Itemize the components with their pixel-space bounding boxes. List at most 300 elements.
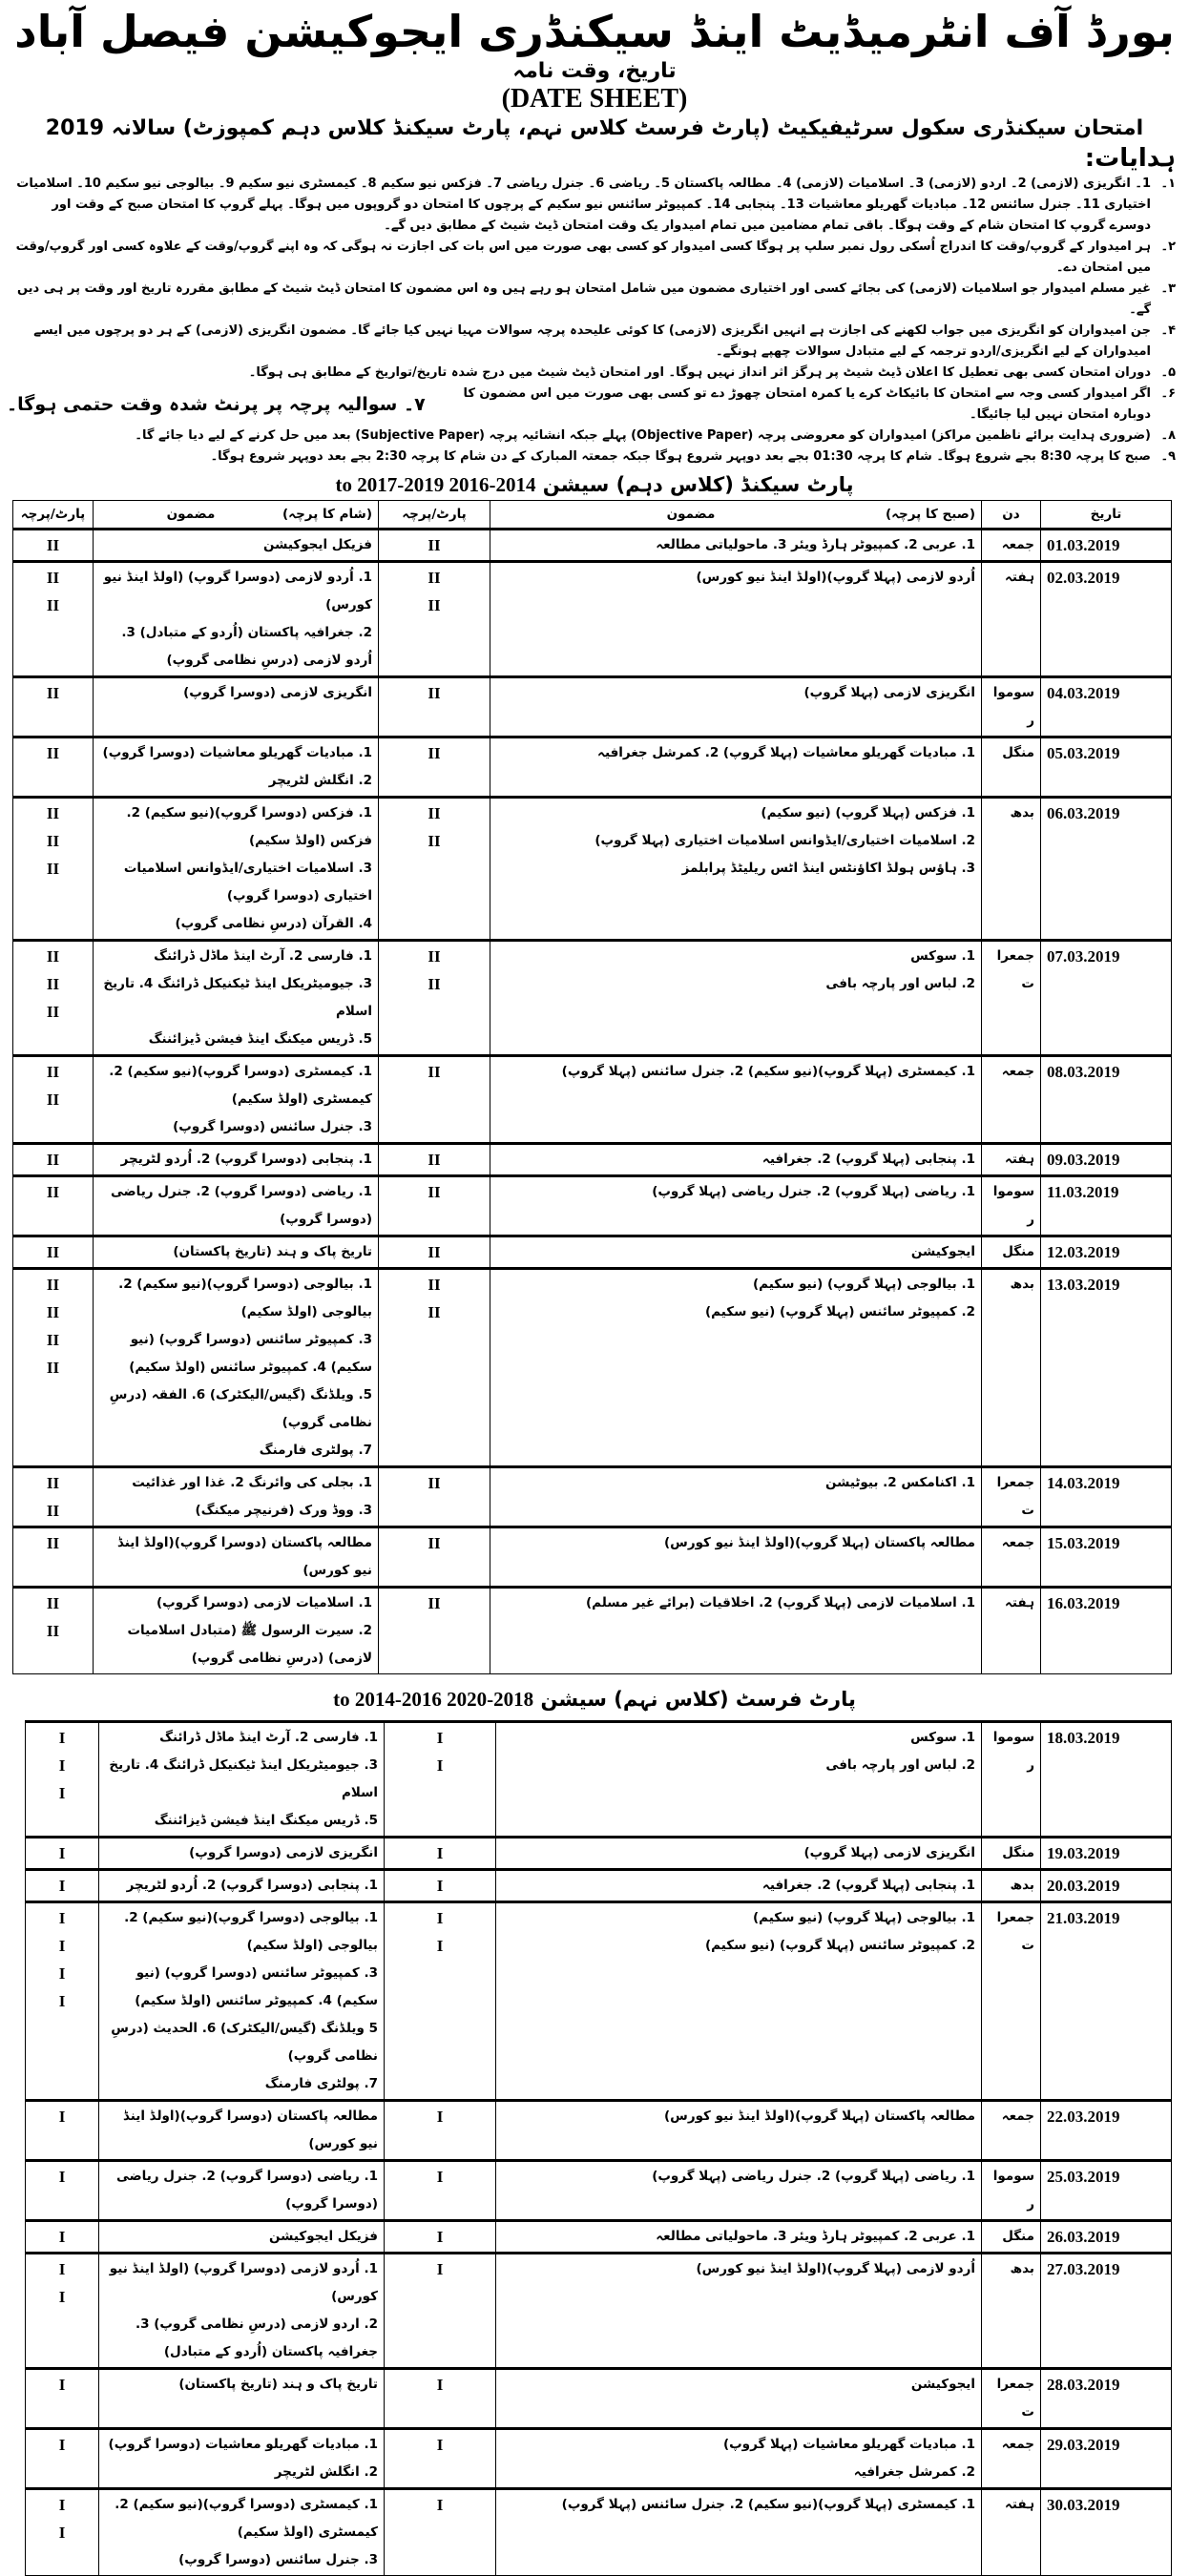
morning-subjects-line: انگریزی لازمی (پہلا گروپ): [803, 1845, 975, 1860]
exam-date: 26.03.2019: [1041, 2221, 1172, 2254]
instructions-list: [7, 174, 1176, 467]
morning-part: [379, 1176, 490, 1236]
exam-date: 28.03.2019: [1041, 2369, 1172, 2429]
instruction-item-7: [7, 391, 426, 418]
morning-part-line: I: [436, 1909, 444, 1927]
evening-subjects-line: 2. جغرافیہ پاکستان (اُردو کے متبادل) 3. اُردو لازمی (درسِ نظامی گروپ): [121, 625, 372, 668]
exam-day: سوموار: [982, 1722, 1041, 1838]
evening-part: [13, 1236, 94, 1269]
morning-subjects-line: 2. لباس اور پارچہ بافی: [825, 1757, 975, 1773]
evening-subjects-line: 1. ریاضی (دوسرا گروپ) 2. جنرل ریاضی (دوسرا گروپ): [115, 2169, 378, 2212]
morning-subjects-line: ایجوکیشن: [910, 1244, 975, 1259]
morning-subjects-line: ایجوکیشن: [910, 2377, 975, 2392]
exam-date: 05.03.2019: [1041, 737, 1172, 798]
evening-part-line: II: [46, 1091, 60, 1109]
morning-part: [379, 677, 490, 737]
morning-subjects: [490, 737, 982, 798]
exam-date: 29.03.2019: [1041, 2429, 1172, 2489]
evening-part-line: I: [58, 1992, 66, 2010]
evening-part: [13, 1527, 94, 1588]
exam-day: جمعہ: [982, 1527, 1041, 1588]
evening-subjects-line: فزیکل ایجوکیشن: [262, 537, 372, 552]
evening-part-line: I: [58, 2108, 66, 2126]
evening-subjects-line: 1. کیمسٹری (دوسرا گروپ)(نیو سکیم) 2. کیمسٹری (اولڈ سکیم): [109, 1064, 372, 1107]
evening-part: [13, 1176, 94, 1236]
morning-part-line: II: [428, 1474, 441, 1492]
morning-subjects-line: 1. کیمسٹری (پہلا گروپ)(نیو سکیم) 2. جنرل سائنس (پہلا گروپ): [561, 1064, 975, 1079]
evening-subjects: [94, 677, 379, 737]
exam-date: 12.03.2019: [1041, 1236, 1172, 1269]
exam-day: منگل: [982, 1838, 1041, 1870]
evening-part-line: II: [46, 1331, 60, 1349]
part1-heading-text: پارٹ فرسٹ (کلاس نہم) سیشن: [540, 1688, 856, 1711]
evening-part: [26, 2101, 99, 2161]
morning-part-line: II: [428, 569, 441, 587]
evening-subjects-line: 1. اُردو لازمی (دوسرا گروپ) (اولڈ اینڈ نیو کورس): [109, 2261, 378, 2304]
instruction-number: ۴۔: [1160, 323, 1176, 338]
morning-part-line: II: [428, 1594, 441, 1612]
morning-subjects: [490, 1527, 982, 1588]
instruction-item: [7, 447, 1176, 467]
evening-subjects: [94, 1588, 379, 1674]
evening-part-line: II: [46, 1594, 60, 1612]
evening-subjects-line: 1. پنجابی (دوسرا گروپ) 2. اُردو لٹریچر: [120, 1152, 372, 1167]
evening-subjects-line: 3. جیومیٹریکل اینڈ ٹیکنیکل ڈرائنگ 4. تاریخ اسلام: [103, 976, 372, 1019]
col-part: پارٹ/پرچہ: [13, 501, 94, 530]
exam-day: سوموار: [982, 677, 1041, 737]
morning-part-line: II: [428, 1151, 441, 1169]
morning-part-line: I: [436, 2108, 444, 2126]
instruction-number: ۶۔: [1160, 386, 1176, 401]
evening-part-line: II: [46, 947, 60, 966]
table-row: [26, 2161, 1172, 2221]
morning-subjects: [490, 1236, 982, 1269]
exam-date: 18.03.2019: [1041, 1722, 1172, 1838]
exam-day: منگل: [982, 2221, 1041, 2254]
morning-part: [385, 2369, 496, 2429]
morning-part-line: I: [436, 2436, 444, 2454]
table-row: [26, 2101, 1172, 2161]
exam-day: سوموار: [982, 2161, 1041, 2221]
exam-date: 30.03.2019: [1041, 2489, 1172, 2576]
morning-subjects-line: 2. کمپیوٹر سائنس (پہلا گروپ) (نیو سکیم): [705, 1938, 975, 1953]
exam-day: منگل: [982, 737, 1041, 798]
morning-part: [379, 737, 490, 798]
morning-part-line: II: [428, 1243, 441, 1261]
morning-label: (صبح کا پرچہ): [885, 507, 975, 522]
table-row: [13, 562, 1172, 677]
morning-subjects: [490, 562, 982, 677]
exam-date: 19.03.2019: [1041, 1838, 1172, 1870]
instruction-number: ۵۔: [1160, 365, 1176, 380]
exam-date: 15.03.2019: [1041, 1527, 1172, 1588]
morning-part-line: I: [436, 2168, 444, 2186]
evening-subjects-line: انگریزی لازمی (دوسرا گروپ): [189, 1845, 378, 1860]
morning-subjects-line: اُردو لازمی (پہلا گروپ)(اولڈ اینڈ نیو کورس): [696, 570, 975, 585]
evening-subjects-line: 1. اُردو لازمی (دوسرا گروپ) (اولڈ اینڈ نیو کورس): [103, 570, 372, 613]
evening-subjects: [94, 1527, 379, 1588]
morning-subjects-line: انگریزی لازمی (پہلا گروپ): [803, 685, 975, 700]
exam-date: 16.03.2019: [1041, 1588, 1172, 1674]
evening-part-line: I: [58, 2436, 66, 2454]
morning-part-line: I: [436, 1729, 444, 1747]
exam-day: جمعرات: [982, 2369, 1041, 2429]
evening-subjects: [99, 2369, 385, 2429]
morning-part: [385, 1722, 496, 1838]
evening-subjects: [99, 1902, 385, 2101]
evening-part: [26, 2429, 99, 2489]
evening-part-line: I: [58, 1909, 66, 1927]
morning-subjects-line: 2. کمپیوٹر سائنس (پہلا گروپ) (نیو سکیم): [705, 1304, 975, 1319]
morning-subjects: [490, 798, 982, 941]
morning-subjects-line: 1. عربی 2. کمپیوٹر ہارڈ ویئر 3. ماحولیاتی مطالعہ: [656, 537, 975, 552]
morning-part: [379, 941, 490, 1056]
evening-part-line: II: [46, 1063, 60, 1081]
morning-part-line: I: [436, 2376, 444, 2394]
table-row: [26, 2489, 1172, 2576]
evening-part-line: II: [46, 596, 60, 614]
evening-subjects-line: 1. فزکس (دوسرا گروپ)(نیو سکیم) 2. فزکس (اولڈ سکیم): [126, 805, 372, 848]
morning-part-line: I: [436, 2496, 444, 2514]
morning-subjects: [496, 2429, 982, 2489]
evening-subjects: [99, 1838, 385, 1870]
evening-subjects-line: 3. جنرل سائنس (دوسرا گروپ): [173, 1119, 372, 1134]
exam-date: 06.03.2019: [1041, 798, 1172, 941]
evening-part-line: II: [46, 1151, 60, 1169]
morning-subjects-line: 1. عربی 2. کمپیوٹر ہارڈ ویئر 3. ماحولیاتی مطالعہ: [656, 2229, 975, 2244]
evening-part-line: II: [46, 860, 60, 878]
table-row: [13, 1056, 1172, 1144]
table-row: [13, 1588, 1172, 1674]
morning-part: [379, 1269, 490, 1467]
evening-part: [13, 941, 94, 1056]
morning-subjects-line: 2. کمرشل جغرافیہ: [853, 2464, 975, 2480]
instruction-number: ۳۔: [1160, 281, 1176, 296]
evening-subjects: [94, 1236, 379, 1269]
evening-subjects-line: 5 ویلڈنگ (گیس/الیکٹرک) 6. الحدیث (درسِ نظامی گروپ): [111, 2021, 378, 2064]
board-title: بورڈ آف انٹرمیڈیٹ اینڈ سیکنڈری ایجوکیشن فیصل آباد: [14, 6, 1175, 57]
evening-subjects: [94, 1144, 379, 1176]
evening-part: [13, 1588, 94, 1674]
morning-part: [379, 1236, 490, 1269]
part2-heading: [0, 471, 1189, 498]
morning-part: [379, 1467, 490, 1527]
morning-subjects-line: 1. مبادیات گھریلو معاشیات (پہلا گروپ): [722, 2437, 975, 2452]
morning-part: [379, 1144, 490, 1176]
evening-part: [26, 1838, 99, 1870]
evening-part-line: II: [46, 1622, 60, 1640]
evening-part-line: I: [58, 1844, 66, 1862]
exam-day: بدھ: [982, 1870, 1041, 1902]
table-row: [13, 1144, 1172, 1176]
evening-part-line: II: [46, 1183, 60, 1201]
instruction-text: جن امیدواران کو انگریزی میں جواب لکھنے کی اجازت ہے انہیں انگریزی (لازمی) کا کوئی علیحدہ پرچہ سوالات مہیا نہیں کیا جائے گا۔ مضمون انگریزی (لازمی) کے ہر دو پرچوں میں ایسے امیدواران کے لیے انگریزی/اردو ترجمہ کے لیے متبادل سوالات چھپے ہونگے۔: [33, 323, 1151, 359]
evening-subjects-line: مطالعہ پاکستان (دوسرا گروپ)(اولڈ اینڈ نیو کورس): [116, 1535, 372, 1578]
evening-part-line: II: [46, 744, 60, 762]
evening-part-line: II: [46, 1303, 60, 1321]
morning-part: [385, 1838, 496, 1870]
evening-subjects-line: 3. کمپیوٹر سائنس (دوسرا گروپ) (نیو سکیم) 4. کمپیوٹر سائنس (اولڈ سکیم): [129, 1332, 372, 1375]
col-date: تاریخ: [1041, 501, 1172, 530]
instruction-number: ۹۔: [1160, 449, 1176, 464]
evening-subjects-line: 1. مبادیات گھریلو معاشیات (دوسرا گروپ) 2. انگلش لٹریچر: [102, 745, 372, 788]
morning-subjects: [490, 1056, 982, 1144]
evening-subjects-line: 1. مبادیات گھریلو معاشیات (دوسرا گروپ) 2. انگلش لٹریچر: [108, 2437, 378, 2480]
morning-subjects: [496, 1722, 982, 1838]
table-row: [13, 1236, 1172, 1269]
evening-subjects-line: تاریخ پاک و ہند (تاریخ پاکستان): [173, 1244, 372, 1259]
table-row: [13, 1269, 1172, 1467]
part1-heading: [0, 1686, 1189, 1713]
evening-subjects-line: 1. بجلی کی وائرنگ 2. غذا اور غذائیت: [132, 1475, 372, 1490]
morning-part: [385, 2429, 496, 2489]
morning-part-line: I: [436, 2228, 444, 2246]
instruction-text: 1۔ انگریزی (لازمی) 2۔ اردو (لازمی) 3۔ اسلامیات (لازمی) 4۔ مطالعہ پاکستان 5۔ ریاضی 6۔ جنرل ریاضی 7۔ فزکس نیو سکیم 8۔ کیمسٹری نیو سکیم 9۔ بیالوجی نیو سکیم 10۔ اسلامیات اختیاری 11۔ جنرل سائنس 12۔ مبادیات گھریلو معاشیات 13۔ پنجابی 14۔ کمپیوٹر سائنس نیو سکیم کے پرچوں کا امتحان دو گروپوں میں ہوگا۔ پہلے گروپ کا امتحان صبح کے وقت اور دوسرے گروپ کا امتحان شام کے وقت ہوگا۔ باقی تمام مضامین میں تمام امیدوار یک وقت امتحان ڈیٹ شیٹ کے مطابق دیں گے۔: [16, 177, 1151, 233]
col-part: پارٹ/پرچہ: [379, 501, 490, 530]
morning-subjects-line: 1. اسلامیات لازمی (پہلا گروپ) 2. اخلاقیات (برائے غیر مسلم): [586, 1595, 975, 1610]
morning-subjects-line: مطالعہ پاکستان (پہلا گروپ)(اولڈ اینڈ نیو کورس): [664, 1535, 975, 1550]
morning-part-line: II: [428, 832, 441, 850]
exam-date: 04.03.2019: [1041, 677, 1172, 737]
col-evening: [94, 501, 379, 530]
evening-part-line: II: [46, 1359, 60, 1377]
evening-subjects-line: انگریزی لازمی (دوسرا گروپ): [183, 685, 372, 700]
morning-subjects: [490, 1144, 982, 1176]
evening-part: [13, 737, 94, 798]
evening-part-line: I: [58, 2496, 66, 2514]
evening-part-line: I: [58, 2288, 66, 2306]
morning-part-line: I: [436, 2260, 444, 2278]
morning-subjects-line: مطالعہ پاکستان (پہلا گروپ)(اولڈ اینڈ نیو کورس): [664, 2109, 975, 2124]
evening-part-line: I: [58, 2228, 66, 2246]
exam-day: بدھ: [982, 2254, 1041, 2369]
evening-subjects-line: 5. ڈریس میکنگ اینڈ فیشن ڈیزائننگ: [148, 1031, 372, 1047]
exam-title: امتحان سیکنڈری سکول سرٹیفیکیٹ (پارٹ فرسٹ کلاس نہم، پارٹ سیکنڈ کلاس دہم کمپوزٹ) سالانہ 2019: [45, 116, 1144, 140]
morning-subjects-line: 1. اکنامکس 2. بیوٹیشن: [824, 1475, 975, 1490]
datesheet-label: (DATE SHEET): [501, 84, 688, 114]
evening-part-line: II: [46, 832, 60, 850]
evening-part: [13, 1269, 94, 1467]
evening-part-line: II: [46, 684, 60, 702]
morning-subjects-line: 1. ریاضی (پہلا گروپ) 2. جنرل ریاضی (پہلا گروپ): [652, 2169, 975, 2184]
instructions-heading: ہدایات:: [1084, 144, 1176, 173]
morning-subjects-line: 1. پنجابی (پہلا گروپ) 2. جغرافیہ: [761, 1152, 975, 1167]
evening-label: (شام کا پرچہ): [282, 507, 372, 522]
evening-part: [13, 798, 94, 941]
evening-subjects-line: فزیکل ایجوکیشن: [268, 2229, 378, 2244]
table-row: [26, 2369, 1172, 2429]
part1-years: 2018-2020 to 2014-2016: [333, 1688, 534, 1711]
morning-subjects-line: 3. ہاؤس ہولڈ اکاؤنٹس اینڈ اٹس ریلیٹڈ پرابلمز: [681, 861, 975, 876]
morning-part: [379, 1527, 490, 1588]
table-row: [13, 1176, 1172, 1236]
instruction-item: [7, 174, 1176, 237]
evening-subjects-line: 3. کمپیوٹر سائنس (دوسرا گروپ) (نیو سکیم) 4. کمپیوٹر سائنس (اولڈ سکیم): [135, 1965, 378, 2008]
evening-part-line: I: [58, 1729, 66, 1747]
exam-day: جمعہ: [982, 2101, 1041, 2161]
morning-part-line: II: [428, 1276, 441, 1294]
instruction-text: ہر امیدوار کے گروپ/وقت کا اندراج اُسکی رول نمبر سلپ پر ہوگا کسی امیدوار کو کسی بھی صورت میں اس بات کی اجازت نہ ہوگی کہ وہ اپنے گروپ/وقت کے علاوہ کسی اور گروپ/وقت میں امتحان دے۔: [15, 239, 1151, 275]
instruction-item: [7, 363, 1176, 384]
evening-part-line: I: [58, 2376, 66, 2394]
evening-subjects: [94, 798, 379, 941]
morning-subjects: [496, 1838, 982, 1870]
morning-subjects-line: 2. اسلامیات اختیاری/ایڈوانس اسلامیات اختیاری (پہلا گروپ): [594, 833, 975, 848]
evening-part-line: II: [46, 1003, 60, 1021]
evening-subjects-line: 5. ویلڈنگ (گیس/الیکٹرک) 6. الفقہ (درسِ نظامی گروپ): [109, 1387, 372, 1430]
table-row: [26, 2429, 1172, 2489]
evening-subjects-line: 1. ریاضی (دوسرا گروپ) 2. جنرل ریاضی (دوسرا گروپ): [110, 1184, 372, 1227]
morning-subjects: [496, 1902, 982, 2101]
instruction-text: (ضروری ہدایت برائے ناظمین مراکز) امیدواران کو معروضی پرچہ (Objective Paper) پہلے جبکہ انشائیہ پرچہ (Subjective Paper) بعد میں حل کرنے کے لیے دیا جائے گا۔: [135, 428, 1151, 443]
morning-subjects: [496, 2369, 982, 2429]
exam-day: جمعہ: [982, 2429, 1041, 2489]
exam-date: 21.03.2019: [1041, 1902, 1172, 2101]
exam-day: سوموار: [982, 1176, 1041, 1236]
part1-table: [25, 1720, 1172, 2576]
morning-part-line: I: [436, 1937, 444, 1955]
evening-part-line: I: [58, 2524, 66, 2542]
exam-day: جمعرات: [982, 1467, 1041, 1527]
evening-subjects-line: 1. بیالوجی (دوسرا گروپ)(نیو سکیم) 2. بیالوجی (اولڈ سکیم): [124, 1910, 378, 1953]
evening-part: [26, 2161, 99, 2221]
morning-part: [379, 798, 490, 941]
evening-subjects: [99, 2161, 385, 2221]
morning-subjects-line: 1. سوکس: [910, 1730, 975, 1745]
evening-subjects-line: 7. پولٹری فارمنگ: [259, 1443, 372, 1458]
exam-date: 07.03.2019: [1041, 941, 1172, 1056]
morning-subjects: [490, 677, 982, 737]
evening-subjects-line: 1. پنجابی (دوسرا گروپ) 2. اُردو لٹریچر: [126, 1878, 378, 1893]
evening-subjects-line: 2. اردو لازمی (درسِ نظامی گروپ) 3. جغرافیہ پاکستان (اُردو کے متبادل): [135, 2316, 378, 2359]
part2-years: 2014-2016 to 2017-2019: [335, 473, 536, 496]
morning-part-line: II: [428, 975, 441, 993]
evening-part-line: II: [46, 1534, 60, 1552]
morning-subjects-line: 1. سوکس: [910, 948, 975, 964]
exam-date: 27.03.2019: [1041, 2254, 1172, 2369]
morning-subjects-line: 1. فزکس (پہلا گروپ) (نیو سکیم): [761, 805, 975, 821]
table-row: [13, 941, 1172, 1056]
evening-part-line: II: [46, 1502, 60, 1520]
table-row: [13, 677, 1172, 737]
morning-subjects: [496, 2254, 982, 2369]
exam-date: 08.03.2019: [1041, 1056, 1172, 1144]
morning-subjects: [490, 1588, 982, 1674]
morning-subjects-line: 1. مبادیات گھریلو معاشیات (پہلا گروپ) 2. کمرشل جغرافیہ: [597, 745, 975, 760]
evening-subjects-line: 5. ڈریس میکنگ اینڈ فیشن ڈیزائننگ: [154, 1813, 378, 1828]
evening-subjects: [99, 2489, 385, 2576]
exam-day: بدھ: [982, 1269, 1041, 1467]
evening-part-line: I: [58, 2168, 66, 2186]
evening-part-line: I: [58, 2260, 66, 2278]
exam-day: جمعرات: [982, 941, 1041, 1056]
evening-part: [13, 530, 94, 562]
evening-part: [26, 1870, 99, 1902]
exam-date: 20.03.2019: [1041, 1870, 1172, 1902]
evening-subjects-line: مطالعہ پاکستان (دوسرا گروپ)(اولڈ اینڈ نیو کورس): [122, 2109, 378, 2151]
evening-part-line: II: [46, 536, 60, 554]
morning-part: [385, 2254, 496, 2369]
instruction-item: [7, 384, 1176, 426]
evening-part: [26, 1722, 99, 1838]
exam-date: 02.03.2019: [1041, 562, 1172, 677]
subtitle: تاریخ، وقت نامہ: [512, 59, 677, 83]
morning-part-line: II: [428, 804, 441, 822]
evening-subjects: [94, 941, 379, 1056]
morning-part: [385, 2161, 496, 2221]
morning-part: [379, 1588, 490, 1674]
morning-part-line: II: [428, 536, 441, 554]
evening-part: [26, 2221, 99, 2254]
subject-label: مضمون: [166, 507, 216, 522]
morning-part-line: II: [428, 596, 441, 614]
instruction-item: [7, 237, 1176, 279]
exam-day: ہفتہ: [982, 562, 1041, 677]
table-row: [26, 1870, 1172, 1902]
evening-part: [13, 677, 94, 737]
morning-part-line: I: [436, 1877, 444, 1895]
evening-subjects-line: 2. سیرت الرسول ﷺ (متبادل اسلامیات لازمی) (درسِ نظامی گروپ): [127, 1623, 372, 1666]
table-header: [13, 501, 1172, 530]
evening-subjects: [99, 1722, 385, 1838]
morning-subjects-line: 1. بیالوجی (پہلا گروپ) (نیو سکیم): [753, 1277, 975, 1292]
table-row: [13, 737, 1172, 798]
instruction-item: [7, 426, 1176, 447]
evening-subjects: [94, 1056, 379, 1144]
evening-part-line: I: [58, 1756, 66, 1775]
evening-subjects-line: 3. اسلامیات اختیاری/ایڈوانس اسلامیات اختیاری (دوسرا گروپ): [123, 861, 372, 904]
col-morning: [490, 501, 982, 530]
instruction-text: اگر امیدوار کسی وجہ سے امتحان کا بائیکاٹ کرے یا کمرہ امتحان چھوڑ دے تو کسی بھی صورت میں اس مضمون کا دوبارہ امتحان نہیں لیا جائیگا۔: [463, 386, 1151, 422]
morning-part-line: I: [436, 1756, 444, 1775]
instruction-text: غیر مسلم امیدوار جو اسلامیات (لازمی) کی بجائے کسی اور اختیاری مضمون میں شامل امتحان ہو رہے ہیں وہ اس مضمون کا امتحان ڈیٹ شیٹ کے مطابق مقررہ تاریخ اور وقت پر ہی دیں گے۔: [16, 281, 1151, 317]
morning-subjects: [490, 530, 982, 562]
table-row: [26, 1838, 1172, 1870]
exam-date: 11.03.2019: [1041, 1176, 1172, 1236]
part2-table: [12, 500, 1172, 1674]
morning-part: [379, 530, 490, 562]
col-day: دن: [982, 501, 1041, 530]
morning-part: [385, 2221, 496, 2254]
morning-subjects: [490, 941, 982, 1056]
evening-subjects-line: 3. جنرل سائنس (دوسرا گروپ): [178, 2552, 378, 2567]
evening-part: [26, 2489, 99, 2576]
evening-part: [26, 1902, 99, 2101]
subject-label: مضمون: [666, 507, 716, 522]
morning-subjects: [490, 1467, 982, 1527]
exam-day: بدھ: [982, 798, 1041, 941]
evening-part: [13, 1467, 94, 1527]
evening-subjects: [99, 2254, 385, 2369]
table-row: [26, 1902, 1172, 2101]
evening-subjects-line: 1. کیمسٹری (دوسرا گروپ)(نیو سکیم) 2. کیمسٹری (اولڈ سکیم): [115, 2497, 378, 2540]
morning-subjects-line: 1. بیالوجی (پہلا گروپ) (نیو سکیم): [753, 1910, 975, 1925]
evening-part-line: I: [58, 1937, 66, 1955]
table-row: [13, 1467, 1172, 1527]
evening-part: [13, 1056, 94, 1144]
exam-date: 13.03.2019: [1041, 1269, 1172, 1467]
morning-part: [385, 2101, 496, 2161]
table-row: [13, 530, 1172, 562]
evening-part-line: II: [46, 1474, 60, 1492]
exam-date: 01.03.2019: [1041, 530, 1172, 562]
evening-subjects: [94, 562, 379, 677]
evening-part: [26, 2369, 99, 2429]
exam-day: ہفتہ: [982, 1588, 1041, 1674]
morning-subjects-line: 1. پنجابی (پہلا گروپ) 2. جغرافیہ: [761, 1878, 975, 1893]
exam-day: منگل: [982, 1236, 1041, 1269]
evening-part-line: II: [46, 975, 60, 993]
